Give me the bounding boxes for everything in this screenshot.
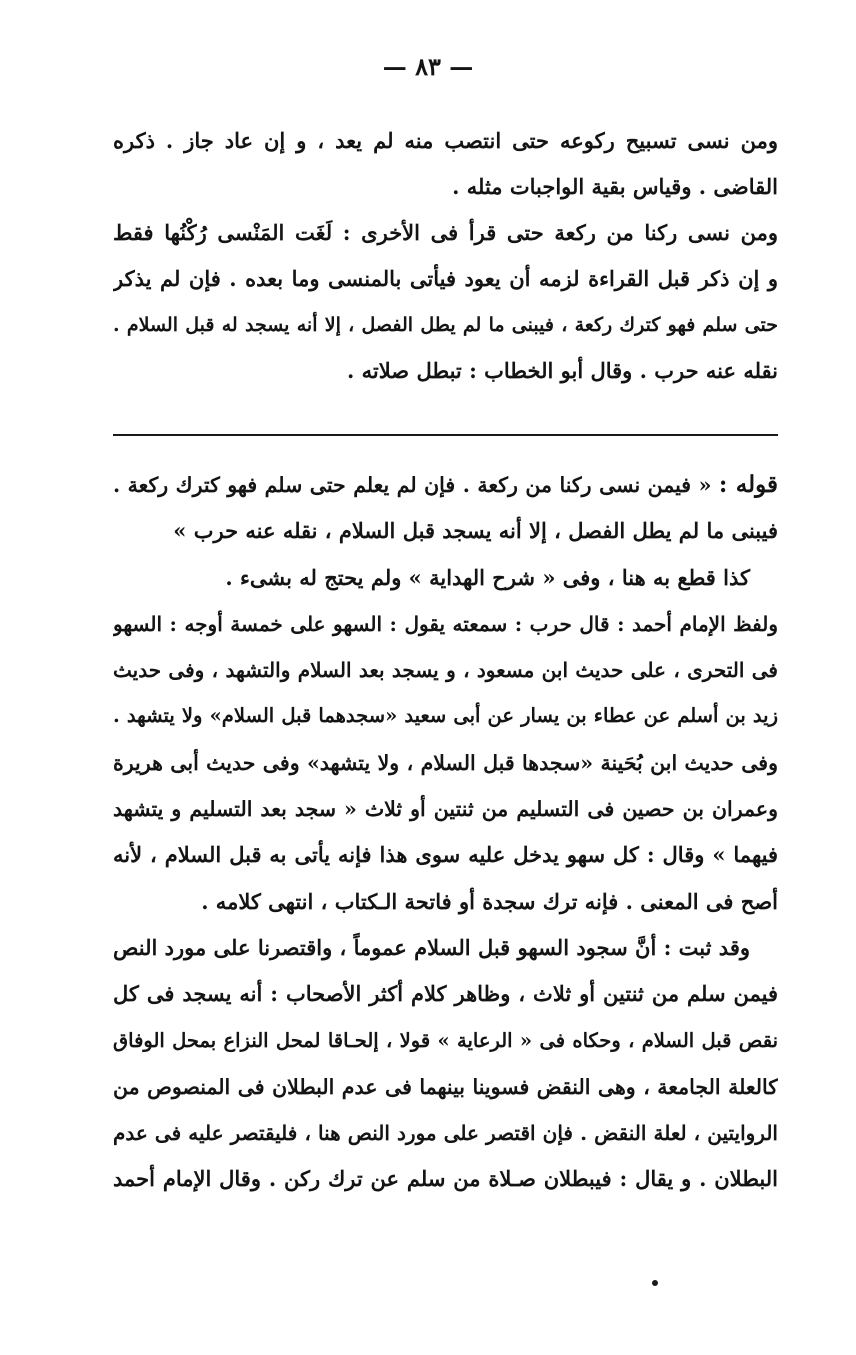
commentary-block — [113, 462, 778, 1203]
main-text-line: و إن ذكر قبل القراءة لزمه أن يعود فيأتى بالمنسى وما بعده . فإن لم يذكر — [113, 266, 778, 291]
commentary-line: فى التحرى ، على حديث ابن مسعود ، و يسجد بعد السلام والتشهد ، وفى حديث — [113, 658, 778, 683]
commentary-line: كالعلة الجامعة ، وهى النقض فسوينا بينهما فى عدم البطلان فى المنصوص من — [113, 1074, 778, 1099]
commentary-line: نقص قبل السلام ، وحكاه فى « الرعاية » قولا ، إلحـاقا لمحل النزاع بمحل الوفاق — [113, 1028, 778, 1052]
commentary-line: فيمن سلم من ثنتين أو ثلاث ، وظاهر كلام أكثر الأصحاب : أنه يسجد فى كل — [113, 981, 778, 1007]
commentary-line — [113, 462, 778, 508]
commentary-line: ولفظ الإمام أحمد : قال حرب : سمعته يقول : السهو على خمسة أوجه : السهو — [113, 611, 778, 636]
main-text-line: نقله عنه حرب . وقال أبو الخطاب : تبطل صلاته . — [347, 358, 778, 383]
commentary-lead-word: قوله : — [718, 471, 778, 498]
commentary-line: وفى حديث ابن بُحَينة «سجدها قبل السلام ، ولا يتشهد» وفى حديث أبى هريرة — [113, 750, 778, 775]
commentary-line: زيد بن أسلم عن عطاء بن يسار عن أبى سعيد «سجدهما قبل السلام» ولا يتشهد . — [113, 704, 778, 728]
commentary-line: أصح فى المعنى . فإنه ترك سجدة أو فاتحة الـكتاب ، انتهى كلامه . — [201, 888, 778, 914]
commentary-line: فيهما » وقال : كل سهو يدخل عليه سوى هذا فإنه يأتى به قبل السلام ، لأنه — [113, 842, 778, 868]
commentary-line-text: « فيمن نسى ركنا من ركعة . فإن لم يعلم حتى سلم فهو كترك ركعة . — [113, 473, 712, 497]
commentary-line: وعمران بن حصين فى التسليم من ثنتين أو ثلاث « سجد بعد التسليم و يتشهد — [113, 797, 778, 822]
ink-dot — [652, 1280, 658, 1286]
commentary-line: الروايتين ، لعلة النقض . فإن اقتصر على مورد النص هنا ، فليقتصر عليه فى عدم — [113, 1121, 778, 1146]
section-divider — [113, 434, 778, 436]
main-text-block — [113, 118, 778, 394]
commentary-line: كذا قطع به هنا ، وفى « شرح الهداية » ولم يحتج له بشىء . — [225, 564, 750, 590]
main-text-line: ومن نسى تسبيح ركوعه حتى انتصب منه لم يعد ، و إن عاد جاز . ذكره — [113, 128, 778, 153]
main-text-line: ومن نسى ركنا من ركعة حتى قرأ فى الأخرى : لَغَت المَنْسى رُكْنُها فقط — [113, 220, 778, 245]
commentary-line: وقد ثبت : أنَّ سجود السهو قبل السلام عموماً ، واقتصرنا على مورد النص — [113, 934, 751, 960]
commentary-line: فيبنى ما لم يطل الفصل ، إلا أنه يسجد قبل السلام ، نقله عنه حرب » — [173, 518, 778, 544]
main-text-line: القاضى . وقياس بقية الواجبات مثله . — [452, 174, 778, 199]
commentary-line: البطلان . و يقال : فيبطلان صـلاة من سلم عن ترك ركن . وقال الإمام أحمد — [113, 1166, 778, 1192]
main-text-line: حتى سلم فهو كترك ركعة ، فيبنى ما لم يطل الفصل ، إلا أنه يسجد له قبل السلام . — [113, 314, 778, 336]
page-number: — ٨٣ — — [382, 52, 474, 81]
